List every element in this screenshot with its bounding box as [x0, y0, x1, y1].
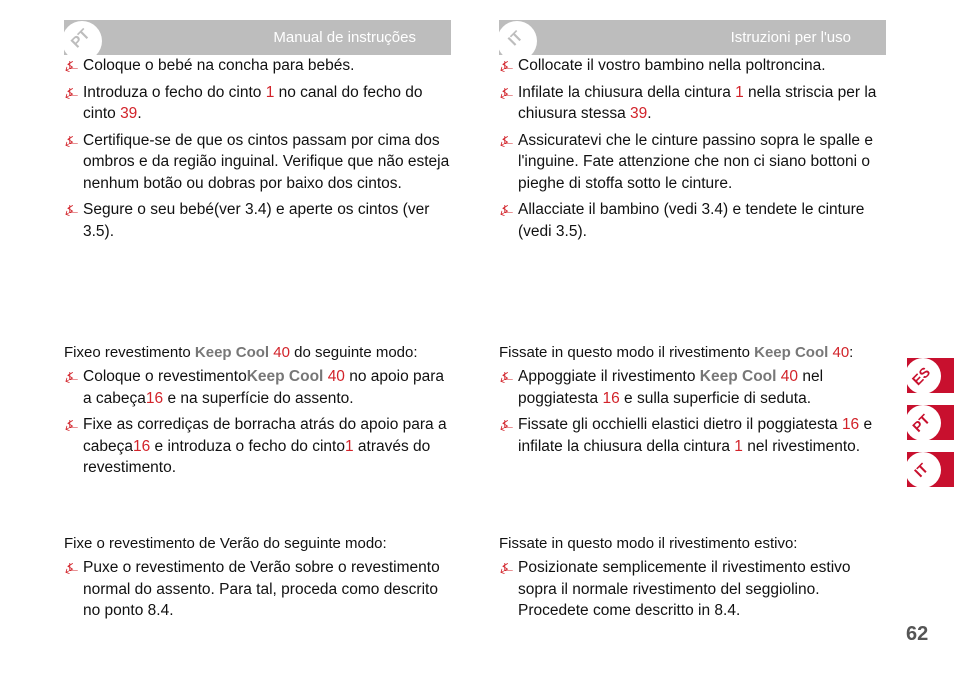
keep-cool-heading-pt: Fixeo revestimento Keep Cool 40 do seguinte modo:: [64, 344, 418, 361]
tab-badge: [905, 358, 941, 394]
list-item: ⍼ Puxe o revestimento de Verão sobre o revestimento normal do assento. Para tal, proceda como descrito no ponto 8.4.: [65, 559, 440, 619]
list-item: ⍼ Fixe as corrediças de borracha atrás do apoio para a cabeça16 e introduza o fecho do cinto1 através do revestimento.: [65, 416, 447, 476]
summer-section-pt: [64, 532, 451, 627]
keep-cool-heading-it: Fissate in questo modo il rivestimento Keep Cool 40:: [499, 344, 854, 361]
tab-badge: [905, 405, 941, 441]
summer-heading-it: Fissate in questo modo il rivestimento estivo:: [499, 535, 798, 552]
tab-it[interactable]: [907, 452, 954, 487]
arrow-icon: ⍼: [65, 417, 79, 434]
arrow-icon: ⍼: [500, 84, 514, 102]
keep-cool-section-it: [499, 341, 886, 462]
language-tabs: [907, 358, 954, 499]
list-item: ⍼ Coloque o revestimentoKeep Cool 40 no apoio para a cabeça16 e na superfície do assento.: [65, 368, 445, 407]
arrow-icon: ⍼: [500, 58, 514, 75]
tab-es[interactable]: [907, 358, 954, 393]
arrow-icon: ⍼: [500, 417, 514, 434]
arrow-icon: ⍼: [65, 58, 79, 75]
list-item: ⍼ Appoggiate il rivestimento Keep Cool 40 nel poggiatesta 16 e sulla superficie di seduta.: [500, 368, 824, 407]
steps-list-pt: [64, 55, 451, 242]
section-header-pt: [64, 20, 451, 55]
list-item: ⍼ Introduza o fecho do cinto 1 no canal do fecho do cinto 39.: [65, 83, 423, 122]
arrow-icon: ⍼: [65, 369, 79, 386]
list-item: ⍼ Segure o seu bebé(ver 3.4) e aperte os cintos (ver 3.5).: [65, 201, 430, 240]
list-item: ⍼ Assicuratevi che le cinture passino sopra le spalle e l'inguine. Fate attenzione che non ci siano bottoni o pieghe di stoffa sotto le cinture.: [500, 131, 873, 192]
section-header-it: [499, 20, 886, 55]
summer-section-it: [499, 532, 886, 627]
summer-steps-pt: [64, 557, 451, 622]
arrow-icon: ⍼: [500, 132, 514, 150]
list-item: ⍼ Coloque o bebé na concha para bebés.: [64, 55, 451, 77]
list-item: ⍼ Certifique-se de que os cintos passam por cima dos ombros e da região inguinal. Verifique que não esteja nenhum botão ou dobras por baixo dos cintos.: [65, 131, 450, 192]
arrow-icon: ⍼: [500, 369, 514, 386]
column-it: [499, 20, 886, 619]
summer-heading-pt: Fixe o revestimento de Verão do seguinte modo:: [64, 535, 387, 552]
arrow-icon: ⍼: [500, 202, 514, 219]
page-number: 62: [906, 623, 929, 645]
column-pt: [64, 20, 451, 619]
list-item: ⍼ Fissate gli occhielli elastici dietro il poggiatesta 16 e infilate la chiusura della cintura 1 nel rivestimento.: [500, 416, 873, 455]
list-item: ⍼ Posizionate semplicemente il rivestimento estivo sopra il normale rivestimento del seggiolino. Procedete come descritto in 8.4.: [500, 559, 851, 619]
tab-label-es: ES: [908, 363, 934, 389]
tab-pt[interactable]: [907, 405, 954, 440]
arrow-icon: ⍼: [65, 560, 79, 577]
keep-cool-section-pt: [64, 341, 451, 484]
list-item: ⍼ Infilate la chiusura della cintura 1 nella striscia per la chiusura stessa 39.: [500, 83, 877, 122]
tab-badge: [905, 452, 941, 488]
arrow-icon: ⍼: [500, 560, 514, 577]
arrow-icon: ⍼: [65, 202, 79, 219]
header-title-pt: Manual de instruções: [273, 29, 416, 46]
header-title-it: Istruzioni per l'uso: [730, 29, 851, 46]
tab-label-pt: PT: [909, 411, 933, 435]
arrow-icon: ⍼: [65, 84, 79, 102]
summer-steps-it: [499, 557, 886, 622]
tab-label-it: IT: [910, 459, 932, 481]
keep-cool-steps-it: [499, 366, 886, 457]
keep-cool-steps-pt: [64, 366, 451, 479]
list-item: ⍼ Collocate il vostro bambino nella poltroncina.: [499, 55, 886, 77]
list-item: ⍼ Allacciate il bambino (vedi 3.4) e tendete le cinture (vedi 3.5).: [500, 201, 865, 240]
language-code-it: IT: [504, 27, 527, 50]
steps-list-it: [499, 55, 886, 242]
language-code-pt: PT: [67, 25, 94, 52]
arrow-icon: ⍼: [65, 132, 79, 150]
